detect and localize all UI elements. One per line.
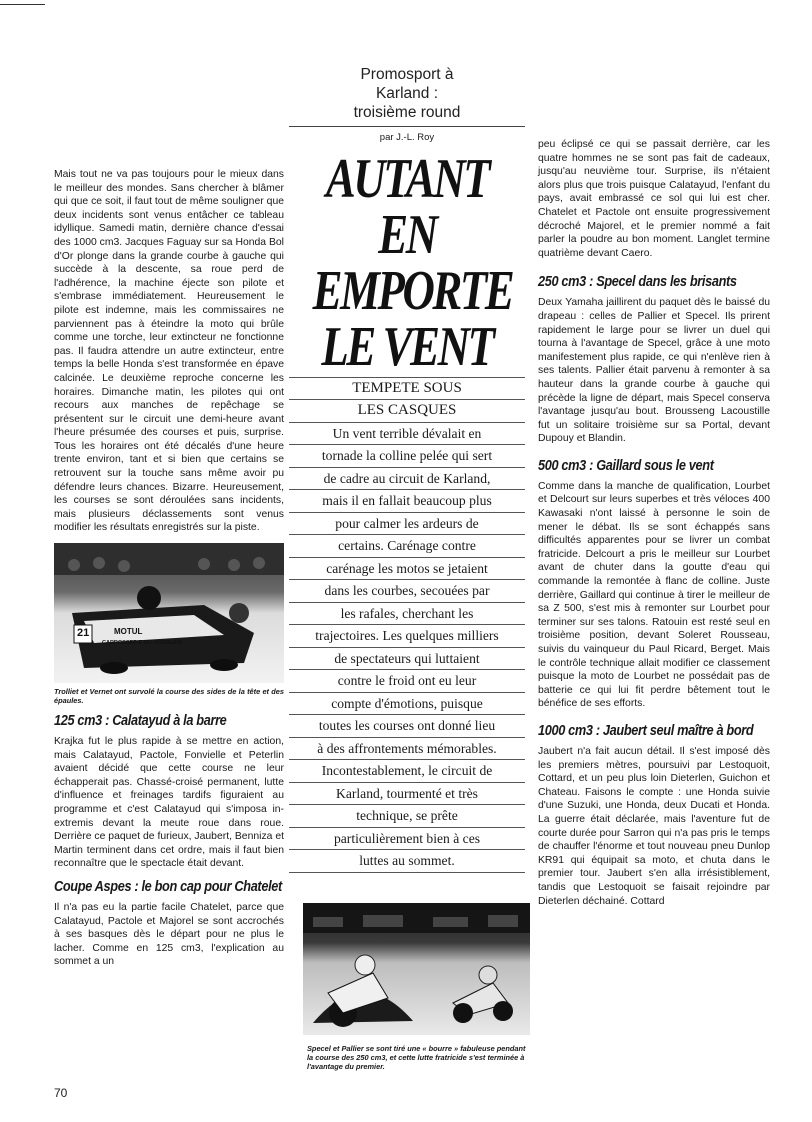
middle-column [289, 65, 525, 873]
lede-line: de spectateurs qui luttaient [289, 648, 525, 671]
lede-line: les rafales, cherchant les [289, 603, 525, 626]
sidecar-number: 21 [77, 627, 90, 640]
section-aspes-text: Il n'a pas eu la partie facile Chatelet, parce que Calatayud, Pactole et Majorel se sont accrochés à ses basques dès le départ pour ne plus le lacher. Comme en 125 cm3, l'explication au sommet a un [54, 901, 284, 968]
kicker-line-2: Karland : [375, 85, 439, 102]
left-column [54, 168, 284, 969]
lede-line: toutes les courses ont donné lieu [289, 715, 525, 738]
sidecar-photo-graphic [54, 543, 284, 683]
headline-line-3: EMPORTE [312, 259, 513, 322]
intro-paragraph: Mais tout ne va pas toujours pour le mieux dans le meilleur des mondes. Sans chercher à blâmer qui que ce soit, il faut tout de même souligner que deux incidents sont venus entâcher ce tableau idyllique. Samedi matin, dernière chance d'essai des 1000 cm3. Jacques Faguay sur sa Honda Bol d'Or plonge dans la grande courbe à gauche qui succède à la descente, sa roue perd de l'adhérence, la machine éjecte son pilote et s'embrase immédiatement. Heureusement le pilote est indemne, mais les commissaires ne parviennent pas à éteindre la moto qui brûle comme une torche, leur extincteur ne fonctionne pas. Il faudra attendre un autre extincteur, entre temps la belle Honda s'est transformée en épave calcinée. Le deuxième reproche concerne les horaires. Dimanche matin, les pilotes qui ont recours aux manches de repêchage se présentent sur le circuit une demi-heure avant l'heure présumée des courses et puis, surprise. Tous les horaires ont été décalés d'une heure trente environ, tant et si bien que certains se retrouvent sur la touche sans même avoir pu défendre leurs chances. Bizarre. Heureusement, les courses se sont déroulées sans incidents, mais plusieurs déclassements sont venus modifier les résultats enregistrés sur la piste. [54, 169, 284, 534]
lede-head-line-2: LES CASQUES [289, 400, 525, 423]
lede-line: à des affrontements mémorables. [289, 738, 525, 761]
race-250-caption: Specel et Pallier se sont tiré une « bourre » fabuleuse pendant la course des 250 cm3, et cette lutte fratricide s'est terminée à l'avantage du premier. [307, 1044, 526, 1071]
headline-line-1: AUTANT [325, 147, 489, 210]
lede-line: dans les courbes, secouées par [289, 580, 525, 603]
lede-line: Incontestablement, le circuit de [289, 760, 525, 783]
lede-block [289, 377, 525, 873]
kicker-line-3: troisième round [353, 104, 461, 121]
lede-line: certains. Carénage contre [289, 535, 525, 558]
lede-line: Karland, tourmenté et très [289, 783, 525, 806]
race-250-photo-graphic [303, 903, 530, 1035]
lede-line: tornade la colline pelée qui sert [289, 445, 525, 468]
page-number: 70 [54, 1086, 68, 1100]
section-500-text: Comme dans la manche de qualification, Lourbet et Delcourt sur leurs superbes et très véloces 400 Kawasaki n'ont laissé à personne le soin de mener le débat. Ils se sont échappés sans difficultés apparentes pour se livrer un combat fratricide. Delcourt a pris le meilleur sur Lourbet avant de chuter dans la goutte d'eau qui commande la remontée à flanc de colline. Juste derrière, Gaillard qui continue à tirer le meilleur de sa Z 500, s'est mis à remonter sur Lourbet pour terminer sur ses talons. Ratouin est resté seul en troisième position, devant Soleret Rousseau, suivis du vainqueur du Paul Ricard, Berget. Mais le contrôle technique allait modifier ce classement puisque la moto de Lourbet ne possédait pas de batterie ce qui lui fit perdre bêtement tout le bénéfice de ses efforts. [538, 480, 770, 710]
sidecar-brand: MOTUL [114, 627, 143, 637]
section-125-text: Krajka fut le plus rapide à se mettre en action, mais Calatayud, Pactole, Fonvielle et Peterlin avaient décidé que cette course ne leur échapperait pas. Chassé-croisé permanent, lutte d'influence et freinages tardifs figuraient au programme et c'est Calatayud qui s'imposa in-extremis devant la meute roue dans roue. Derrière ce paquet de furieux, Jaubert, Benniza et Martin terminent dans cet ordre, mais il faut bien reconnaître que le spectacle était devant. [54, 736, 284, 870]
lede-line: de cadre au circuit de Karland, [289, 468, 525, 491]
headline-line-4: LE VENT [321, 315, 493, 378]
lede-line: particulièrement bien à ces [289, 828, 525, 851]
lede-line: contre le froid ont eu leur [289, 670, 525, 693]
headline [289, 147, 525, 378]
section-250-title: 250 cm3 : Specel dans les brisants [538, 274, 737, 291]
kicker-rule [289, 126, 525, 127]
kicker [289, 65, 525, 122]
right-intro-paragraph: peu éclipsé ce qui se passait derrière, car les quatre hommes ne se sont pas fait de cadeaux, jusqu'au neuvième tour. Surprise, ils n'étaient alors plus que trois puisque Calatayud, l'enfant du pays, avait embrassé ce sol qui lui est cher. Chatelet et Pactole ont ensuite progressivement décroché Majorel, et le premier nommé a fait parler la poudre au bon moment. Langlet termine quatrième devant Caero. [538, 139, 770, 259]
lede-line: pour calmer les ardeurs de [289, 513, 525, 536]
lede-line: Un vent terrible dévalait en [289, 423, 525, 446]
lede-line: trajectoires. Les quelques milliers [289, 625, 525, 648]
byline: par J.-L. Roy [379, 132, 435, 143]
lede-line: technique, se prête [289, 805, 525, 828]
lede-line: compte d'émotions, puisque [289, 693, 525, 716]
section-aspes-title: Coupe Aspes : le bon cap pour Chatelet [54, 878, 282, 895]
section-1000-text: Jaubert n'a fait aucun détail. Il s'est imposé dès les premiers mètres, poursuivi par Lestoquoit, Cottard, et un peu plus loin Dieterlen, Guichon et Chateau. Faisons le compte : une Honda suivie d'une Suzuki, une Honda, deux Ducati et Honda. La guerre était déclarée, mais l'aventure fut de courte durée pour Sarron qui n'a pas pris le temps de chauffer l'énorme et tout nouveau pneu Dunlop KR91 qui équipait sa moto, et chuta dans le premier tour. Jaubert s'en alla irrésistiblement, tandis que Lestoquoit se faisait rejoindre par Dieterlen déchainé. Cottard [538, 745, 770, 907]
race-250-photo [303, 903, 530, 1035]
lede-head-line-1: TEMPETE SOUS [289, 377, 525, 401]
top-rule [0, 4, 45, 5]
sidecar-photo-caption: Trolliet et Vernet ont survolé la course des sides de la tête et des épaules. [54, 687, 284, 706]
section-125-title: 125 cm3 : Calatayud à la barre [54, 713, 227, 730]
sidecar-sponsor: CARROSSERIE DU CHABLAIS [102, 640, 182, 647]
sidecar-photo [54, 543, 284, 683]
headline-line-2: EN [378, 203, 436, 266]
section-500-title: 500 cm3 : Gaillard sous le vent [538, 457, 714, 474]
section-1000-title: 1000 cm3 : Jaubert seul maître à bord [538, 722, 754, 739]
lede-line: mais il en fallait beaucoup plus [289, 490, 525, 513]
section-250-text: Deux Yamaha jaillirent du paquet dès le baissé du drapeau : celles de Pallier et Specel. Ils prirent rapidement le large pour se livrer un duel qui tourna à l'avantage de Specel, grâce à une moto manifestement plus rapide, ce qui n'enlève rien à ses talents. Pallier était parvenu à remonter à sa hauteur dans la grande courbe à gauche qui précède la ligne de départ, mais Specel conserva l'avantage jusqu'au bout. Brousseng Lacoustille fut un solitaire troisième sur sa Portal, devant Dupouy et Blandin. [538, 297, 770, 445]
kicker-line-1: Promosport à [360, 66, 454, 83]
right-column [538, 138, 770, 908]
lede-line: carénage les motos se jetaient [289, 558, 525, 581]
lede-line: luttes au sommet. [289, 850, 525, 873]
